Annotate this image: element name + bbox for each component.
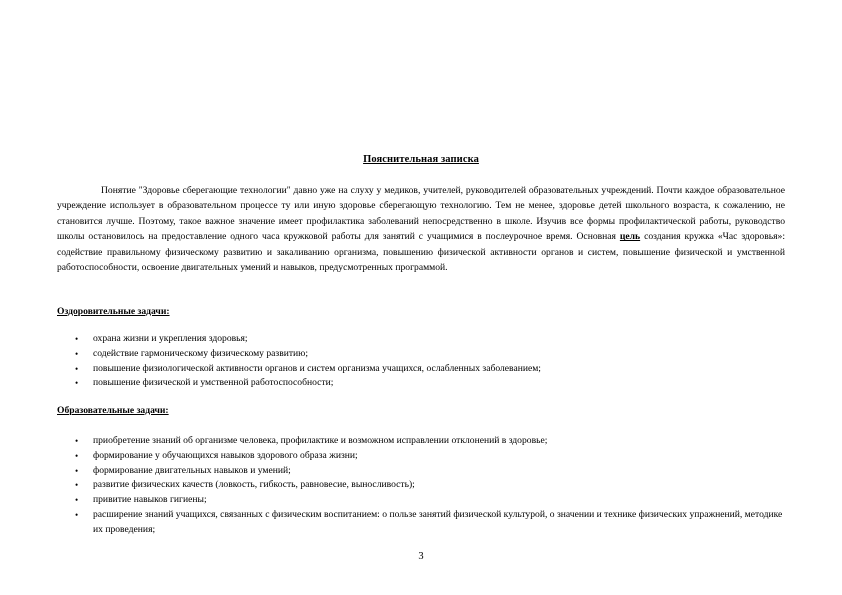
list-item-text: привитие навыков гигиены; <box>93 494 207 506</box>
bullet-icon: • <box>75 480 79 491</box>
intro-paragraph <box>57 183 785 275</box>
intro-text-start: Понятие "Здоровье сберегающие технологии" давно уже на слуху у медиков, учителей, руководителей образовательных учреждений. Почти каждое образовательное учреждение использует в образовательном процессе ту или иную здоровье сберегающую технологию. Тем не менее, здоровье детей школьного возраста, к сожалению, не становится лучше. Поэтому, такое важное значение имеет профилактика заболеваний непосредственно в школе. Изучив все формы профилактической работы, руководство школы остановилось на предоставление одного часа кружковой работы для занятий с учащимися в послеурочное время. Основная <box>57 185 785 243</box>
list-item <box>57 347 785 362</box>
health-tasks-list <box>57 332 785 391</box>
list-item <box>57 449 785 464</box>
document-title: Пояснительная записка <box>363 154 479 165</box>
section-heading-education: Образовательные задачи: <box>57 405 169 416</box>
list-item-text: приобретение знаний об организме человека, профилактике и возможном исправлении отклонений в здоровье; <box>93 435 548 446</box>
bullet-icon: • <box>75 378 79 389</box>
bullet-icon: • <box>75 348 79 359</box>
list-item <box>57 478 785 493</box>
list-item-text: расширение знаний учащихся, связанных с физическим воспитанием: о пользе занятий физической культурой, о значении и технике физических упражнений, методике их проведения; <box>93 508 783 535</box>
list-item-text: охрана жизни и укрепления здоровья; <box>93 333 248 344</box>
bullet-icon: • <box>75 334 79 344</box>
education-tasks-list <box>57 434 785 538</box>
list-item-text: повышение физической и умственной работоспособности; <box>93 377 334 389</box>
list-item <box>57 362 785 377</box>
intro-goal-word: цель <box>619 231 641 243</box>
page-number: 3 <box>418 551 424 562</box>
bullet-icon: • <box>75 509 79 520</box>
list-item <box>57 464 785 479</box>
bullet-icon: • <box>75 436 79 446</box>
bullet-icon: • <box>75 465 79 476</box>
list-item <box>57 508 785 538</box>
list-item-text: повышение физиологической активности органов и систем организма учащихся, ослабленных заболеванием; <box>93 362 541 374</box>
list-item <box>57 434 785 449</box>
list-item <box>57 376 785 391</box>
list-item <box>57 493 785 508</box>
bullet-icon: • <box>75 495 79 506</box>
list-item-text: содействие гармоническому физическому развитию; <box>93 347 309 359</box>
list-item-text: формирование двигательных навыков и умений; <box>93 464 291 476</box>
bullet-icon: • <box>75 450 79 461</box>
bullet-icon: • <box>75 363 79 374</box>
list-item <box>57 332 785 347</box>
list-item-text: развитие физических качеств (ловкость, гибкость, равновесие, выносливость); <box>93 479 415 491</box>
list-item-text: формирование у обучающихся навыков здорового образа жизни; <box>93 449 358 461</box>
section-heading-health: Оздоровительные задачи: <box>57 306 170 317</box>
intro-text-end: создания кружка «Час здоровья»: содействие правильному физическому развитию и закаливанию организма, повышению физической активности органов и систем, повышение физической и умственной работоспособности, освоение двигательных умений и навыков, предусмотренных программой. <box>57 231 785 274</box>
